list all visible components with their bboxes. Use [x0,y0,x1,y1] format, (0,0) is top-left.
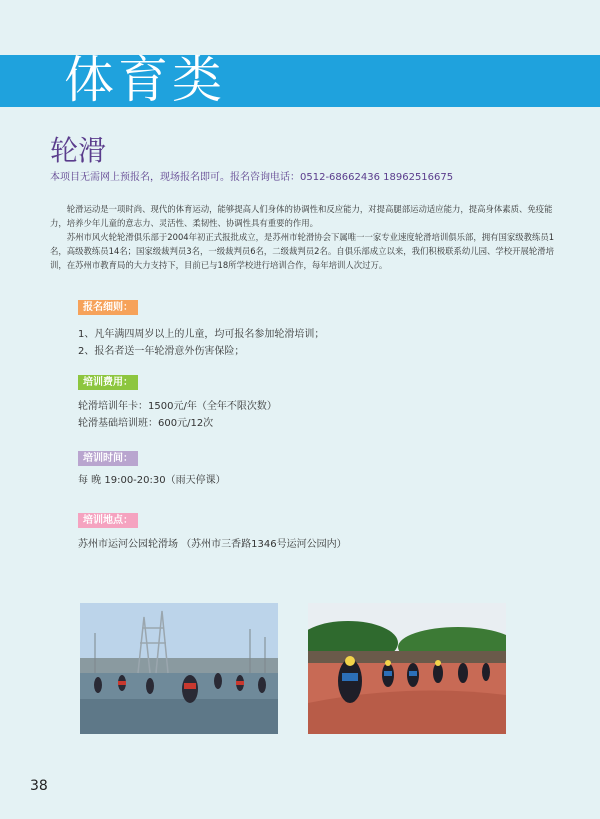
category-title: 体育类 [64,51,226,109]
intro-paragraph: 轮滑运动是一项时尚、现代的体育运动，能够提高人们身体的协调性和反应能力，对提高腿部运动适应能力，提高身体素质、免疫能力，培养少年儿童的意志力、灵活性、柔韧性、协调性具有重要的作用。 [50,204,553,228]
intro-paragraph: 苏州市风火轮轮滑俱乐部于2004年初正式报批成立，是苏州市轮滑协会下属唯一一家专业速度轮滑培训俱乐部，拥有国家级教练员1名，高级教练员14名；国家级裁判员3名，一级裁判员6名，二级裁判员2名。自俱乐部成立以来，我们积极联系幼儿园、学校开展轮滑培训，在苏州市教育局的大力支持下，目前已与18所学校进行培训合作，每年培训人次过万。 [50,232,555,270]
registration-list [78,326,324,360]
photo-illustration [80,603,278,734]
location-label: 培训地点： [78,513,138,528]
schedule-label: 培训时间： [78,451,138,466]
fees-label: 培训费用： [78,375,138,390]
section-title: 轮滑 [50,134,107,167]
page-number: 38 [30,778,48,794]
list-item: 轮滑培训年卡：1500元/年（全年不限次数） [78,401,277,412]
list-item: 1、凡年满四周岁以上的儿童，均可报名参加轮滑培训； [78,329,325,340]
photo-skating-race [308,603,506,734]
location-text: 苏州市运河公园轮滑场 （苏州市三香路1346号运河公园内） [78,539,347,550]
list-item: 轮滑基础培训班：600元/12次 [78,418,214,429]
signup-note: 本项目无需网上预报名，现场报名即可。报名咨询电话：0512-68662436 18962516675 [50,172,454,183]
photo-illustration [308,603,506,734]
list-item: 2、报名者送一年轮滑意外伤害保险； [78,346,245,357]
schedule-text: 每 晚 19:00-20:30（雨天停课） [78,475,226,486]
registration-label: 报名细则： [78,300,138,315]
photo-skating-rink-outdoor [80,603,278,734]
intro-text [50,202,566,272]
fees-list [78,398,277,432]
